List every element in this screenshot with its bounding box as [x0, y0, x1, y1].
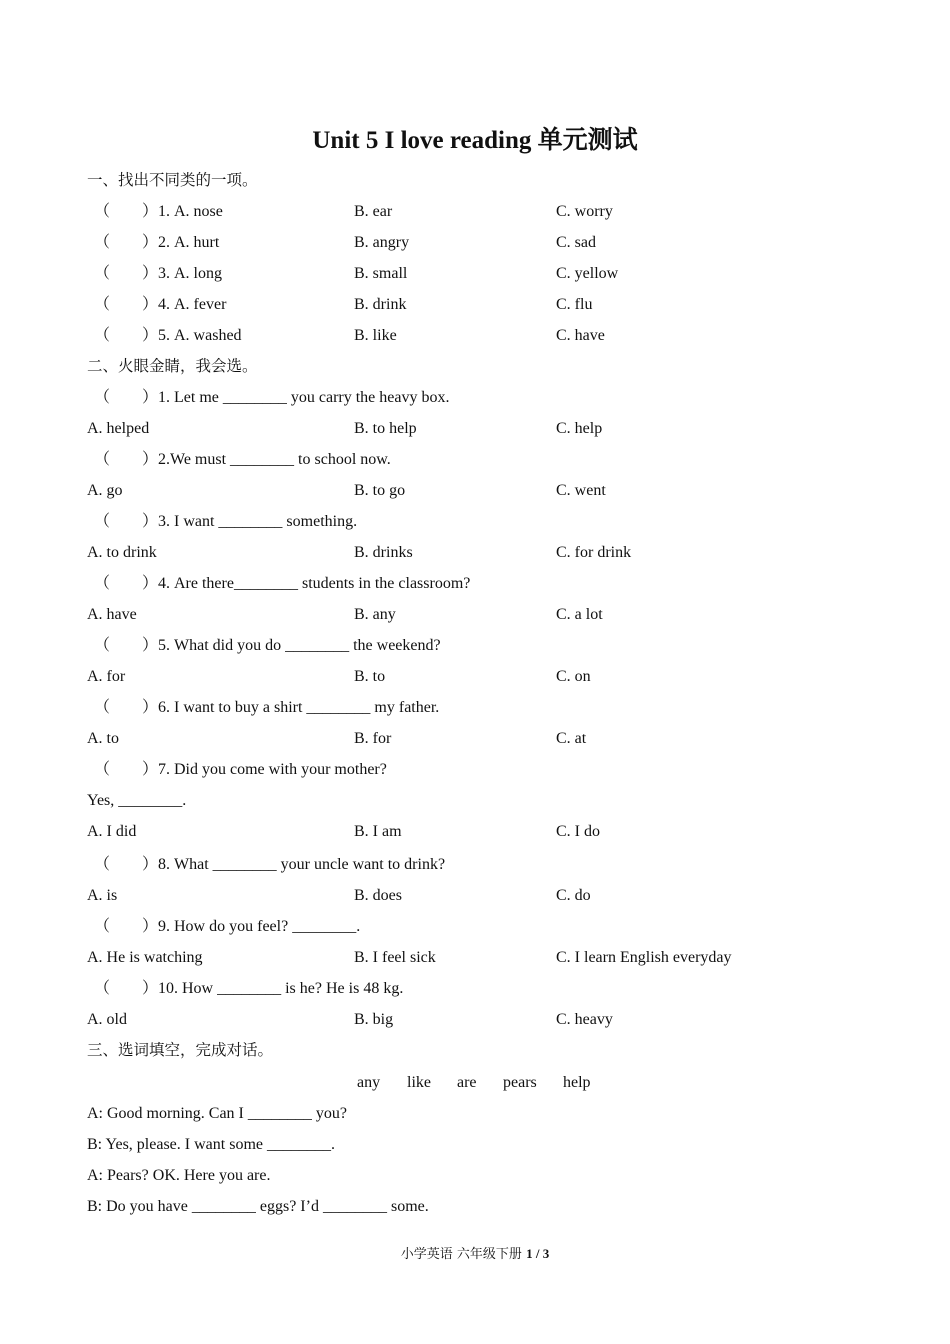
- option-b: B. like: [354, 327, 397, 344]
- question-text: （ ）7. Did you come with your mother?: [94, 761, 387, 778]
- page-title: Unit 5 I love reading 单元测试: [312, 127, 638, 154]
- option-b: B. does: [354, 887, 402, 904]
- section-3-heading: 三、选词填空，完成对话。: [87, 1041, 274, 1059]
- option-a: A. old: [87, 1011, 127, 1028]
- option-a: A. to drink: [87, 544, 157, 561]
- question-text: （ ）3. A. long: [94, 265, 223, 282]
- list-item: [0, 289, 950, 320]
- option-b: B. any: [354, 606, 396, 623]
- word-bank-item: are: [457, 1074, 477, 1091]
- option-b: B. angry: [354, 234, 410, 251]
- option-c: C. do: [556, 887, 591, 904]
- option-b: B. to help: [354, 420, 417, 437]
- option-c: C. help: [556, 420, 603, 437]
- option-c: C. flu: [556, 296, 593, 313]
- question-row: [0, 692, 950, 723]
- options-row: [0, 475, 950, 506]
- question-row: [0, 382, 950, 413]
- option-c: C. worry: [556, 203, 613, 220]
- question-text: （ ）2.We must ________ to school now.: [94, 451, 391, 468]
- options-row: [0, 413, 950, 444]
- question-row: [0, 568, 950, 599]
- option-a: A. is: [87, 887, 118, 904]
- word-bank-item: help: [563, 1074, 591, 1091]
- option-b: B. to go: [354, 482, 406, 499]
- option-c: C. heavy: [556, 1011, 613, 1028]
- question-text: （ ）6. I want to buy a shirt ________ my father.: [94, 699, 440, 716]
- list-item: [0, 196, 950, 227]
- options-row: [0, 880, 950, 911]
- question-text: （ ）1. A. nose: [94, 203, 223, 220]
- question-text: （ ）5. A. washed: [94, 327, 242, 344]
- option-a: A. to: [87, 730, 119, 747]
- option-a: A. for: [87, 668, 126, 685]
- answer-prompt: Yes, ________.: [87, 792, 187, 809]
- option-c: C. I do: [556, 823, 600, 840]
- word-bank-item: pears: [503, 1074, 537, 1091]
- question-text: （ ）4. Are there________ students in the classroom?: [94, 575, 471, 592]
- footer-label: 小学英语 六年级下册: [400, 1247, 522, 1262]
- option-c: C. went: [556, 482, 606, 499]
- option-a: A. have: [87, 606, 137, 623]
- option-b: B. to: [354, 668, 386, 685]
- question-text: （ ）8. What ________ your uncle want to drink?: [94, 856, 446, 873]
- option-b: B. small: [354, 265, 408, 282]
- answer-row: [0, 785, 950, 816]
- section-1-heading: 一、找出不同类的一项。: [87, 171, 258, 189]
- question-row: [0, 911, 950, 942]
- dialogue-line: B: Do you have ________ eggs? I’d ________ some.: [87, 1198, 429, 1215]
- question-text: （ ）4. A. fever: [94, 296, 227, 313]
- option-b: B. I am: [354, 823, 402, 840]
- question-row: [0, 444, 950, 475]
- option-b: B. drinks: [354, 544, 413, 561]
- option-c: C. a lot: [556, 606, 603, 623]
- dialogue-line: B: Yes, please. I want some ________.: [87, 1136, 335, 1153]
- list-item: [0, 258, 950, 289]
- question-row: [0, 973, 950, 1004]
- options-row: [0, 816, 950, 847]
- question-text: （ ）10. How ________ is he? He is 48 kg.: [94, 980, 404, 997]
- options-row: [0, 723, 950, 754]
- option-c: C. yellow: [556, 265, 619, 282]
- option-c: C. sad: [556, 234, 596, 251]
- options-row: [0, 942, 950, 973]
- option-b: B. for: [354, 730, 392, 747]
- options-row: [0, 661, 950, 692]
- list-item: [0, 320, 950, 351]
- option-c: C. for drink: [556, 544, 632, 561]
- option-c: C. at: [556, 730, 587, 747]
- question-text: （ ）2. A. hurt: [94, 234, 220, 251]
- option-a: A. go: [87, 482, 123, 499]
- option-b: B. I feel sick: [354, 949, 436, 966]
- option-a: A. helped: [87, 420, 150, 437]
- option-b: B. big: [354, 1011, 394, 1028]
- question-row: [0, 849, 950, 880]
- option-b: B. ear: [354, 203, 393, 220]
- dialogue-line: A: Pears? OK. Here you are.: [87, 1167, 271, 1184]
- question-row: [0, 506, 950, 537]
- option-c: C. on: [556, 668, 591, 685]
- question-text: （ ）9. How do you feel? ________.: [94, 918, 361, 935]
- question-row: [0, 630, 950, 661]
- page-number: 1 / 3: [526, 1246, 550, 1261]
- word-bank-item: like: [407, 1074, 431, 1091]
- list-item: [0, 227, 950, 258]
- word-bank-item: any: [357, 1074, 381, 1091]
- options-row: [0, 599, 950, 630]
- question-text: （ ）1. Let me ________ you carry the heavy box.: [94, 389, 450, 406]
- option-c: C. I learn English everyday: [556, 949, 732, 966]
- options-row: [0, 1004, 950, 1035]
- question-text: （ ）5. What did you do ________ the weekend?: [94, 637, 441, 654]
- word-bank: [0, 1067, 950, 1098]
- option-b: B. drink: [354, 296, 407, 313]
- option-a: A. I did: [87, 823, 137, 840]
- option-a: A. He is watching: [87, 949, 203, 966]
- option-c: C. have: [556, 327, 605, 344]
- question-text: （ ）3. I want ________ something.: [94, 513, 358, 530]
- question-row: [0, 754, 950, 785]
- dialogue-line: A: Good morning. Can I ________ you?: [87, 1105, 347, 1122]
- page-footer: [0, 1243, 950, 1266]
- options-row: [0, 537, 950, 568]
- section-2-heading: 二、火眼金睛，我会选。: [87, 357, 258, 375]
